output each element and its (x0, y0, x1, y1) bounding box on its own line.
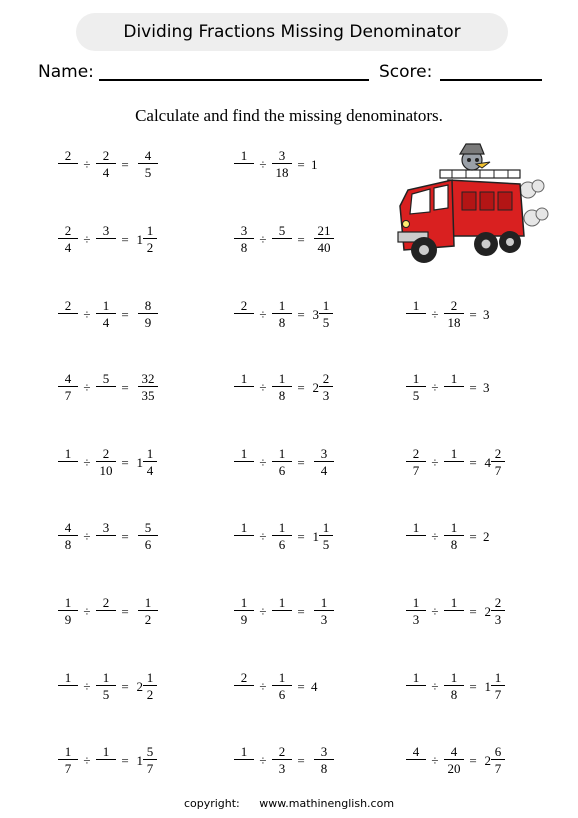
divisor-fraction (96, 445, 116, 481)
denominator (406, 537, 426, 552)
divisor-fraction (96, 669, 116, 705)
numerator: 3 (272, 148, 292, 164)
denominator: 2 (146, 687, 154, 702)
equals-sign: = (121, 307, 129, 322)
divide-sign: ÷ (259, 307, 267, 322)
divide-sign: ÷ (259, 753, 267, 768)
equals-sign: = (469, 307, 477, 322)
numerator: 1 (234, 520, 254, 536)
denominator: 7 (494, 687, 502, 702)
divisor-fraction (272, 370, 292, 406)
dividend-fraction (58, 519, 78, 555)
denominator: 4 (320, 463, 328, 478)
numerator: 2 (406, 446, 426, 462)
equals-sign: = (121, 679, 129, 694)
equals-sign: = (121, 380, 129, 395)
numerator: 2 (96, 595, 116, 611)
result-fraction (138, 594, 158, 630)
denominator: 8 (450, 537, 458, 552)
denominator (444, 388, 464, 403)
result-fraction (143, 222, 157, 258)
divide-sign: ÷ (431, 455, 439, 470)
denominator (406, 687, 426, 702)
denominator (272, 240, 292, 255)
whole-part: 2 (312, 380, 319, 395)
equals-sign: = (121, 753, 129, 768)
numerator: 2 (491, 595, 505, 611)
result-fraction (138, 297, 158, 333)
result-fraction (319, 370, 333, 406)
numerator: 5 (96, 371, 116, 387)
dividend-fraction (234, 370, 254, 406)
result-fraction (138, 147, 158, 183)
divide-sign: ÷ (259, 157, 267, 172)
denominator (234, 537, 254, 552)
denominator (234, 463, 254, 478)
divide-sign: ÷ (259, 455, 267, 470)
denominator: 5 (322, 537, 330, 552)
numerator: 2 (58, 148, 78, 164)
numerator: 1 (444, 595, 464, 611)
equals-sign: = (297, 455, 305, 470)
divisor-fraction (272, 594, 292, 630)
denominator: 6 (278, 537, 286, 552)
dividend-fraction (234, 743, 254, 779)
result-integer: 3 (483, 380, 490, 395)
divide-sign: ÷ (259, 380, 267, 395)
equals-sign: = (297, 604, 305, 619)
whole-part: 4 (484, 455, 491, 470)
equals-sign: = (469, 753, 477, 768)
equals-sign: = (121, 604, 129, 619)
divide-sign: ÷ (431, 753, 439, 768)
numerator: 1 (143, 670, 157, 686)
numerator: 1 (406, 520, 426, 536)
numerator: 1 (319, 298, 333, 314)
denominator: 4 (102, 315, 110, 330)
denominator (96, 388, 116, 403)
numerator: 4 (58, 371, 78, 387)
website-text: www.mathinenglish.com (259, 797, 395, 810)
divide-sign: ÷ (83, 529, 91, 544)
divisor-fraction (96, 743, 116, 779)
divisor-fraction (96, 370, 116, 406)
whole-part: 1 (136, 232, 143, 247)
dividend-fraction (406, 669, 426, 705)
copyright-label: copyright: (183, 797, 240, 810)
dividend-fraction (58, 297, 78, 333)
equals-sign: = (297, 157, 305, 172)
result-fraction (314, 445, 334, 481)
numerator: 2 (444, 298, 464, 314)
result-mixed-number (482, 445, 506, 481)
denominator: 5 (144, 165, 152, 180)
divisor-fraction (444, 669, 464, 705)
dividend-fraction (234, 297, 254, 333)
divide-sign: ÷ (431, 529, 439, 544)
numerator: 2 (96, 446, 116, 462)
numerator: 1 (58, 446, 78, 462)
denominator: 8 (278, 388, 286, 403)
denominator (444, 612, 464, 627)
dividend-fraction (406, 370, 426, 406)
numerator: 1 (272, 371, 292, 387)
equals-sign: = (469, 604, 477, 619)
numerator: 2 (319, 371, 333, 387)
denominator: 8 (320, 761, 328, 776)
divisor-fraction (272, 147, 292, 183)
divisor-fraction (444, 370, 464, 406)
denominator: 8 (240, 240, 248, 255)
numerator: 1 (444, 670, 464, 686)
result-fraction (314, 743, 334, 779)
numerator: 2 (234, 298, 254, 314)
denominator: 7 (494, 463, 502, 478)
divisor-fraction (444, 519, 464, 555)
fire-truck-illustration (390, 140, 550, 268)
numerator: 32 (138, 371, 158, 387)
divisor-fraction (272, 222, 292, 258)
numerator: 3 (314, 446, 334, 462)
dividend-fraction (58, 222, 78, 258)
equals-sign: = (469, 455, 477, 470)
numerator: 1 (234, 595, 254, 611)
numerator: 1 (96, 670, 116, 686)
result-fraction (143, 445, 157, 481)
denominator (96, 537, 116, 552)
result-fraction (138, 519, 158, 555)
name-blank-line (99, 79, 369, 81)
denominator: 5 (102, 687, 110, 702)
dividend-fraction (234, 519, 254, 555)
result-mixed-number (310, 297, 334, 333)
divide-sign: ÷ (83, 232, 91, 247)
numerator: 1 (406, 670, 426, 686)
divide-sign: ÷ (83, 307, 91, 322)
denominator: 6 (278, 463, 286, 478)
equals-sign: = (469, 380, 477, 395)
whole-part: 1 (484, 679, 491, 694)
denominator (234, 315, 254, 330)
dividend-fraction (234, 669, 254, 705)
denominator: 4 (146, 463, 154, 478)
result-mixed-number (482, 594, 506, 630)
numerator: 1 (234, 148, 254, 164)
divisor-fraction (96, 297, 116, 333)
denominator (58, 687, 78, 702)
equals-sign: = (297, 753, 305, 768)
result-fraction (491, 445, 505, 481)
numerator: 2 (58, 223, 78, 239)
dividend-fraction (58, 669, 78, 705)
denominator: 6 (278, 687, 286, 702)
equals-sign: = (121, 232, 129, 247)
result-fraction (491, 743, 505, 779)
denominator (406, 761, 426, 776)
denominator: 5 (412, 388, 420, 403)
divide-sign: ÷ (259, 679, 267, 694)
equals-sign: = (297, 529, 305, 544)
denominator: 20 (447, 761, 461, 776)
whole-part: 1 (136, 753, 143, 768)
equals-sign: = (469, 679, 477, 694)
dividend-fraction (58, 594, 78, 630)
result-mixed-number (134, 743, 158, 779)
whole-part: 2 (136, 679, 143, 694)
denominator: 7 (64, 761, 72, 776)
numerator: 1 (96, 298, 116, 314)
dividend-fraction (58, 370, 78, 406)
denominator: 7 (494, 761, 502, 776)
denominator: 9 (144, 315, 152, 330)
result-mixed-number (134, 445, 158, 481)
numerator: 1 (406, 298, 426, 314)
numerator: 6 (491, 744, 505, 760)
numerator: 1 (272, 595, 292, 611)
numerator: 1 (58, 744, 78, 760)
result-mixed-number (482, 743, 506, 779)
numerator: 1 (444, 371, 464, 387)
denominator (58, 165, 78, 180)
result-fraction (319, 297, 333, 333)
numerator: 1 (272, 446, 292, 462)
result-fraction (491, 669, 505, 705)
score-blank-line (440, 79, 542, 81)
denominator: 4 (64, 240, 72, 255)
divisor-fraction (96, 147, 116, 183)
result-integer: 4 (311, 679, 318, 694)
numerator: 1 (96, 744, 116, 760)
dividend-fraction (406, 594, 426, 630)
denominator: 8 (64, 537, 72, 552)
numerator: 2 (58, 298, 78, 314)
dividend-fraction (234, 147, 254, 183)
result-fraction (319, 519, 333, 555)
equals-sign: = (297, 232, 305, 247)
denominator: 10 (99, 463, 113, 478)
numerator: 1 (234, 744, 254, 760)
equals-sign: = (121, 529, 129, 544)
denominator: 35 (141, 388, 155, 403)
result-mixed-number (134, 669, 158, 705)
denominator: 4 (102, 165, 110, 180)
numerator: 1 (58, 670, 78, 686)
denominator: 2 (144, 612, 152, 627)
divide-sign: ÷ (259, 529, 267, 544)
denominator: 9 (240, 612, 248, 627)
divisor-fraction (96, 594, 116, 630)
denominator (272, 612, 292, 627)
numerator: 3 (96, 520, 116, 536)
result-mixed-number (482, 669, 506, 705)
denominator: 3 (278, 761, 286, 776)
result-integer: 3 (483, 307, 490, 322)
numerator: 4 (58, 520, 78, 536)
footer (0, 797, 578, 810)
denominator (96, 612, 116, 627)
result-mixed-number (310, 519, 334, 555)
divide-sign: ÷ (83, 380, 91, 395)
result-integer: 2 (483, 529, 490, 544)
denominator (444, 463, 464, 478)
result-fraction (314, 222, 334, 258)
numerator: 8 (138, 298, 158, 314)
denominator (234, 165, 254, 180)
denominator: 7 (412, 463, 420, 478)
numerator: 5 (143, 744, 157, 760)
denominator: 3 (320, 612, 328, 627)
denominator: 18 (275, 165, 289, 180)
whole-part: 2 (484, 753, 491, 768)
denominator (406, 315, 426, 330)
divide-sign: ÷ (259, 232, 267, 247)
denominator (96, 761, 116, 776)
dividend-fraction (234, 594, 254, 630)
dividend-fraction (406, 519, 426, 555)
numerator: 1 (406, 371, 426, 387)
numerator: 4 (406, 744, 426, 760)
numerator: 1 (491, 670, 505, 686)
numerator: 2 (234, 670, 254, 686)
dividend-fraction (406, 445, 426, 481)
numerator: 2 (491, 446, 505, 462)
divide-sign: ÷ (431, 380, 439, 395)
result-fraction (314, 594, 334, 630)
numerator: 3 (314, 744, 334, 760)
whole-part: 3 (312, 307, 319, 322)
denominator: 3 (322, 388, 330, 403)
dividend-fraction (58, 445, 78, 481)
denominator (234, 388, 254, 403)
equals-sign: = (121, 455, 129, 470)
denominator: 3 (494, 612, 502, 627)
numerator: 4 (444, 744, 464, 760)
denominator: 7 (146, 761, 154, 776)
numerator: 1 (138, 595, 158, 611)
dividend-fraction (234, 445, 254, 481)
numerator: 2 (96, 148, 116, 164)
divisor-fraction (272, 445, 292, 481)
numerator: 1 (444, 520, 464, 536)
denominator (234, 761, 254, 776)
numerator: 1 (234, 446, 254, 462)
numerator: 1 (234, 371, 254, 387)
name-label: Name: (38, 62, 94, 82)
divide-sign: ÷ (83, 455, 91, 470)
divisor-fraction (444, 445, 464, 481)
equals-sign: = (469, 529, 477, 544)
equals-sign: = (121, 157, 129, 172)
result-fraction (143, 743, 157, 779)
divisor-fraction (272, 519, 292, 555)
denominator: 6 (144, 537, 152, 552)
divisor-fraction (444, 743, 464, 779)
whole-part: 2 (484, 604, 491, 619)
worksheet-title: Dividing Fractions Missing Denominator (76, 13, 508, 51)
result-fraction (491, 594, 505, 630)
dividend-fraction (406, 743, 426, 779)
dividend-fraction (234, 222, 254, 258)
divisor-fraction (444, 594, 464, 630)
divisor-fraction (272, 743, 292, 779)
denominator (58, 315, 78, 330)
numerator: 1 (314, 595, 334, 611)
result-integer: 1 (311, 157, 318, 172)
divide-sign: ÷ (431, 679, 439, 694)
divide-sign: ÷ (83, 604, 91, 619)
numerator: 1 (272, 670, 292, 686)
denominator: 2 (146, 240, 154, 255)
dividend-fraction (58, 743, 78, 779)
denominator: 8 (450, 687, 458, 702)
divisor-fraction (272, 297, 292, 333)
result-mixed-number (310, 370, 334, 406)
divide-sign: ÷ (83, 753, 91, 768)
result-fraction (143, 669, 157, 705)
denominator (58, 463, 78, 478)
equals-sign: = (297, 380, 305, 395)
equals-sign: = (297, 679, 305, 694)
dividend-fraction (406, 297, 426, 333)
denominator: 5 (322, 315, 330, 330)
whole-part: 1 (136, 455, 143, 470)
denominator: 18 (447, 315, 461, 330)
numerator: 1 (406, 595, 426, 611)
denominator (96, 240, 116, 255)
numerator: 3 (96, 223, 116, 239)
equals-sign: = (297, 307, 305, 322)
denominator: 8 (278, 315, 286, 330)
divisor-fraction (96, 222, 116, 258)
numerator: 1 (272, 520, 292, 536)
dividend-fraction (58, 147, 78, 183)
numerator: 4 (138, 148, 158, 164)
denominator: 7 (64, 388, 72, 403)
numerator: 2 (272, 744, 292, 760)
numerator: 1 (444, 446, 464, 462)
divide-sign: ÷ (431, 307, 439, 322)
denominator: 9 (64, 612, 72, 627)
numerator: 1 (319, 520, 333, 536)
divide-sign: ÷ (431, 604, 439, 619)
result-fraction (138, 370, 158, 406)
numerator: 1 (272, 298, 292, 314)
numerator: 5 (138, 520, 158, 536)
divide-sign: ÷ (259, 604, 267, 619)
divide-sign: ÷ (83, 157, 91, 172)
denominator: 40 (317, 240, 331, 255)
denominator: 3 (412, 612, 420, 627)
numerator: 21 (314, 223, 334, 239)
numerator: 5 (272, 223, 292, 239)
numerator: 3 (234, 223, 254, 239)
instructions: Calculate and find the missing denominators. (135, 106, 443, 125)
divisor-fraction (272, 669, 292, 705)
divide-sign: ÷ (83, 679, 91, 694)
result-mixed-number (134, 222, 158, 258)
numerator: 1 (143, 446, 157, 462)
denominator (234, 687, 254, 702)
numerator: 1 (58, 595, 78, 611)
numerator: 1 (143, 223, 157, 239)
divisor-fraction (96, 519, 116, 555)
whole-part: 1 (312, 529, 319, 544)
divisor-fraction (444, 297, 464, 333)
score-label: Score: (379, 62, 433, 82)
